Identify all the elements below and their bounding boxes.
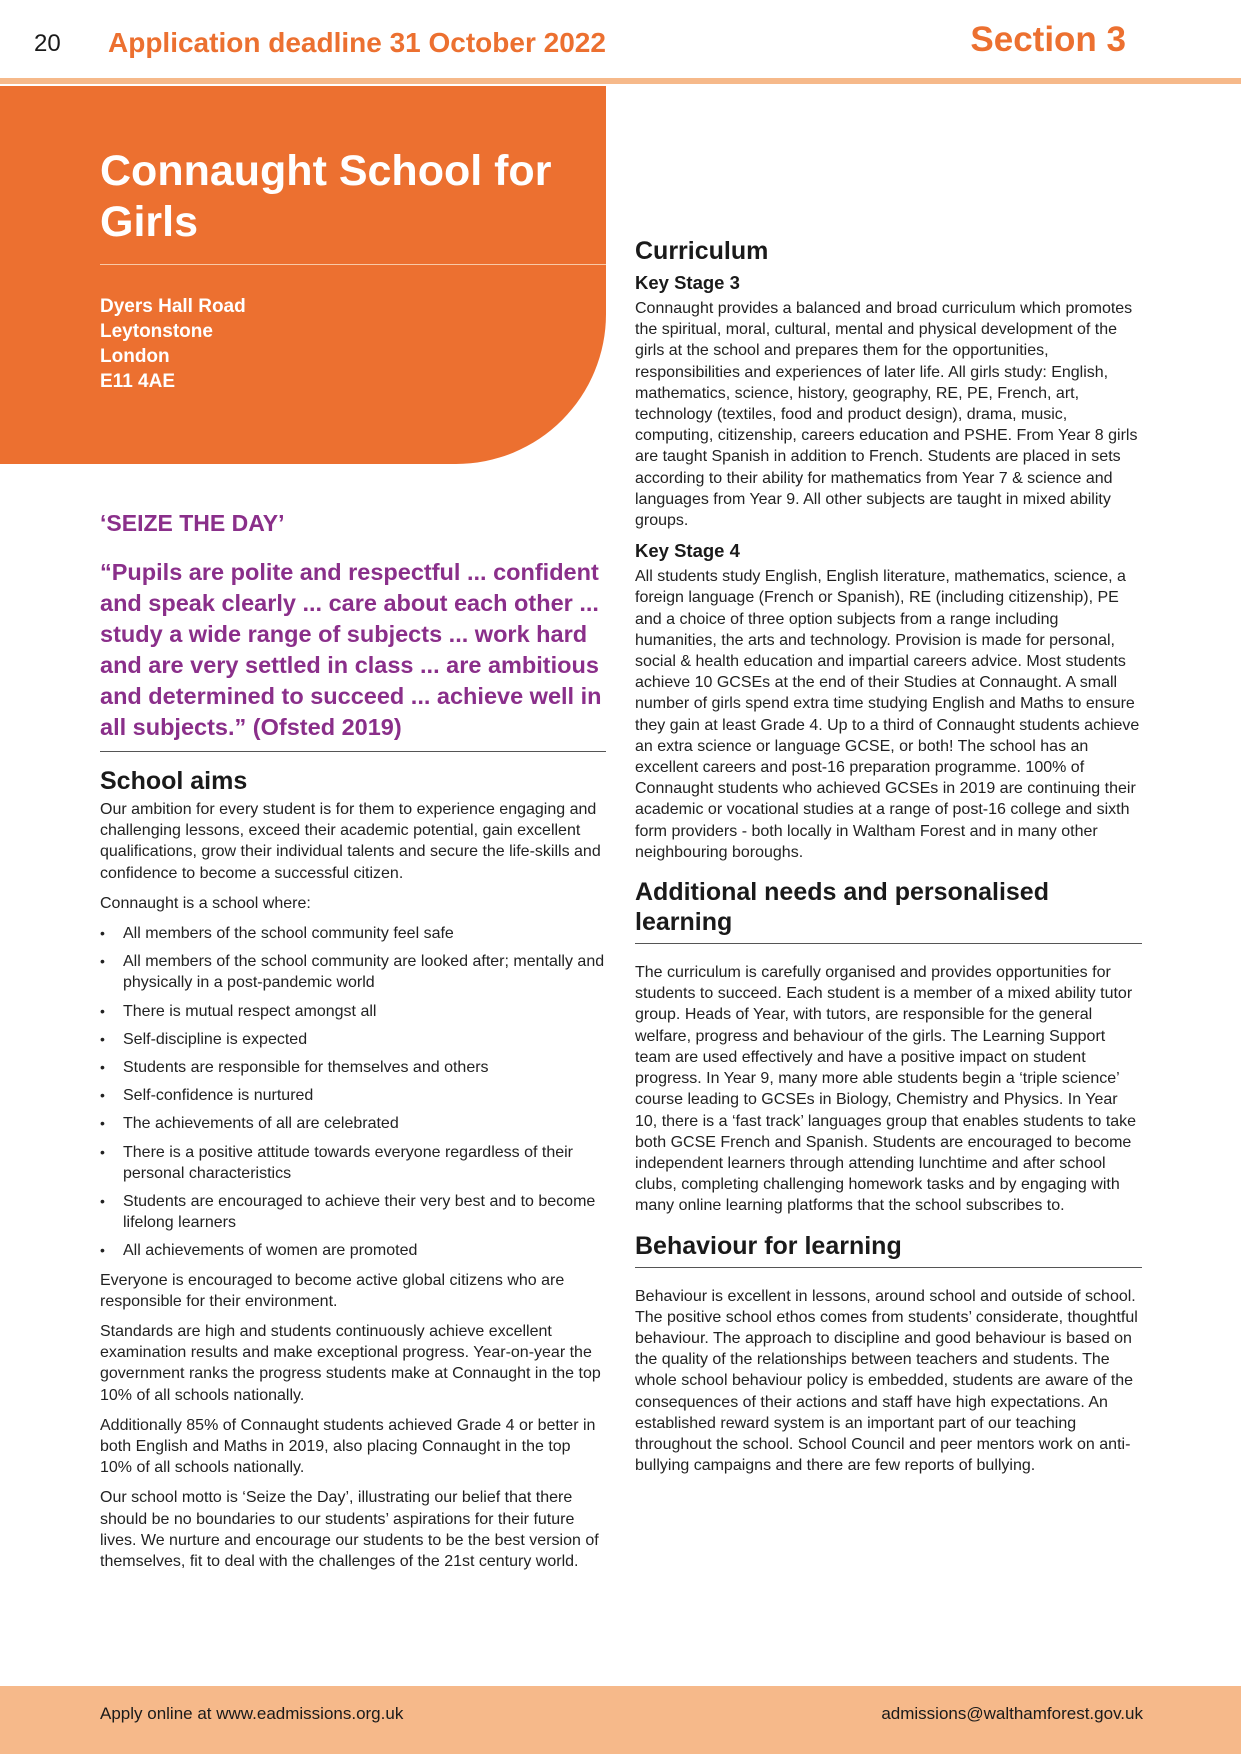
address-line: Dyers Hall Road bbox=[100, 296, 246, 317]
header-divider bbox=[0, 78, 1241, 84]
section-label: Section 3 bbox=[970, 20, 1126, 59]
address-line: Leytonstone bbox=[100, 321, 213, 342]
behaviour-text: Behaviour is excellent in lessons, around school and outside of school. The positive school ethos comes from students’ considerate, thoughtful behaviour. The approach to discipline and good behaviour is based on the quality of the relationships between teachers and students. The whole school behaviour policy is embedded, students are aware of the consequences of their actions and staff have high expectations. An established reward system is an important part of our teaching throughout the school. School Council and peer mentors work on anti-bullying campaigns and there are few reports of bullying. bbox=[635, 1287, 1138, 1475]
list-item: • Self-discipline is expected bbox=[100, 1029, 606, 1050]
address-line: E11 4AE bbox=[100, 371, 175, 392]
address-line: London bbox=[100, 346, 170, 367]
school-banner bbox=[0, 86, 606, 464]
list-item: • Students are responsible for themselves and others bbox=[100, 1057, 606, 1078]
list-item: • All members of the school community feel safe bbox=[100, 923, 606, 944]
aims-list bbox=[100, 923, 606, 1262]
aims-paragraph: Everyone is encouraged to become active global citizens who are responsible for their environment. bbox=[100, 1271, 565, 1310]
page-number: 20 bbox=[34, 30, 61, 57]
key-stage-4-text: All students study English, English literature, mathematics, science, a foreign language (French or Spanish), RE (including citizenship), PE and a choice of three option subjects from a range including humanities, the arts and technology. Provision is made for personal, social & health education and impartial careers advice. Most students achieve 10 GCSEs at the end of their Studies at Connaught. A small number of girls spend extra time studying English and Maths to ensure they gain at least Grade 4. Up to a third of Connaught students achieve an extra science or language GCSE, or both! The school has an excellent careers and post-16 preparation programme. 100% of Connaught students who achieved GCSEs in 2019 are continuing their academic or vocational studies at a range of post-16 college and sixth form providers - both locally in Waltham Forest and in many other neighbouring boroughs. bbox=[635, 568, 1140, 861]
banner-divider bbox=[100, 264, 606, 265]
apply-online-link[interactable]: Apply online at www.eadmissions.org.uk bbox=[100, 1704, 404, 1723]
school-motto: ‘SEIZE THE DAY’ bbox=[100, 510, 285, 536]
heading-divider bbox=[635, 943, 1142, 944]
list-item: • There is mutual respect amongst all bbox=[100, 1001, 606, 1022]
list-item: • Self-confidence is nurtured bbox=[100, 1085, 606, 1106]
aims-intro: Our ambition for every student is for them to experience engaging and challenging lessons, exceed their academic potential, gain excellent qualifications, grow their individual talents and secure the life-skills and confidence to become a successful citizen. bbox=[100, 801, 601, 882]
aims-list-intro: Connaught is a school where: bbox=[100, 894, 311, 912]
quote-divider bbox=[100, 751, 606, 752]
page-header bbox=[0, 0, 1241, 80]
page-footer bbox=[0, 1686, 1241, 1754]
list-item: • There is a positive attitude towards everyone regardless of their personal characteristics bbox=[100, 1142, 606, 1184]
school-name: Connaught School for Girls bbox=[100, 147, 552, 246]
additional-needs-heading: Additional needs and personalised learning bbox=[635, 878, 1049, 937]
aims-paragraph: Standards are high and students continuously achieve excellent examination results and make exceptional progress. Year-on-year the government ranks the progress students make at Connaught in the top 10% of all schools nationally. bbox=[100, 1323, 601, 1404]
ofsted-quote: “Pupils are polite and respectful ... confident and speak clearly ... care about each other ... study a wide range of subjects ... work hard and are very settled in class ... are ambitious and determined to succeed ... achieve well in all subjects.” (Ofsted 2019) bbox=[100, 559, 602, 740]
list-item: • All achievements of women are promoted bbox=[100, 1240, 606, 1261]
behaviour-heading: Behaviour for learning bbox=[635, 1231, 902, 1260]
additional-needs-text: The curriculum is carefully organised and provides opportunities for students to succeed. Each student is a member of a mixed ability tutor group. Heads of Year, with tutors, are responsible for the general welfare, progress and behaviour of the girls. The Learning Support team are used effectively and have a positive impact on student progress. In Year 9, many more able students begin a ‘triple science’ course leading to GCSEs in Biology, Chemistry and Physics. In Year 10, there is a ‘fast track’ languages group that enables students to take both GCSE French and Spanish. Students are encouraged to become independent learners through attending lunchtime and after school clubs, completing challenging homework tasks and by engaging with many online learning platforms that the school subscribes to. bbox=[635, 964, 1137, 1215]
admissions-email-link[interactable]: admissions@walthamforest.gov.uk bbox=[881, 1704, 1143, 1723]
heading-divider bbox=[635, 1267, 1142, 1268]
curriculum-heading: Curriculum bbox=[635, 237, 769, 265]
list-item: • Students are encouraged to achieve their very best and to become lifelong learners bbox=[100, 1191, 606, 1233]
list-item: • The achievements of all are celebrated bbox=[100, 1113, 606, 1134]
left-column bbox=[100, 510, 606, 1581]
application-deadline: Application deadline 31 October 2022 bbox=[108, 27, 606, 58]
aims-paragraph: Our school motto is ‘Seize the Day’, illustrating our belief that there should be no boundaries to our students’ aspirations for their future lives. We nurture and encourage our students to be the best version of themselves, fit to deal with the challenges of the 21st century world. bbox=[100, 1489, 599, 1571]
aims-paragraph: Additionally 85% of Connaught students achieved Grade 4 or better in both English and Maths in 2019, also placing Connaught in the top 10% of all schools nationally. bbox=[100, 1416, 596, 1477]
school-address bbox=[100, 294, 246, 394]
school-aims-heading: School aims bbox=[100, 767, 248, 795]
list-item: • All members of the school community are looked after; mentally and physically in a post-pandemic world bbox=[100, 951, 606, 993]
right-column bbox=[635, 236, 1142, 1485]
key-stage-3-text: Connaught provides a balanced and broad curriculum which promotes the spiritual, moral, cultural, mental and physical development of the girls at the school and prepares them for the opportunities, responsibilities and experiences of later life. All girls study: English, mathematics, science, history, geography, RE, PE, French, art, technology (textiles, food and product design), drama, music, computing, citizenship, careers education and PSHE. From Year 8 girls are taught Spanish in addition to French. Students are placed in sets according to their ability for mathematics from Year 7 & science and languages from Year 9. All other subjects are taught in mixed ability groups. bbox=[635, 300, 1138, 530]
key-stage-3-heading: Key Stage 3 bbox=[635, 272, 740, 293]
key-stage-4-heading: Key Stage 4 bbox=[635, 540, 740, 562]
